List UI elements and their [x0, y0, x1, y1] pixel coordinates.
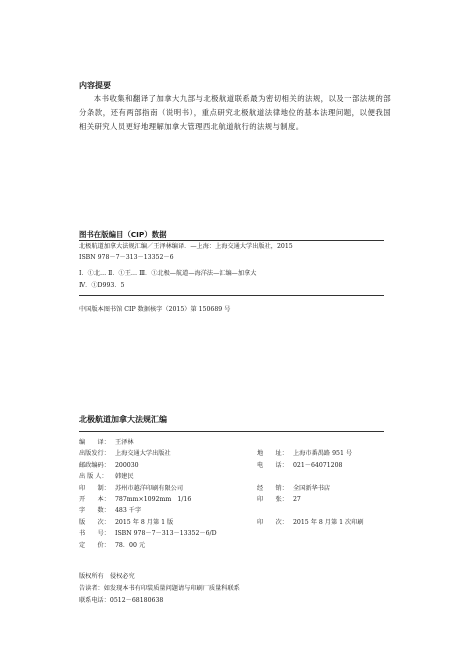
colophon-label: 印 次：: [257, 518, 288, 526]
colophon-row-right: [257, 485, 330, 493]
colophon-value: 787mm×1092mm 1/16: [115, 496, 192, 503]
colophon-label: 印 张：: [257, 496, 288, 503]
colophon-value: 上海交通大学出版社: [115, 450, 171, 458]
colophon-row-left: [79, 485, 183, 493]
colophon-row-right: [257, 519, 364, 527]
colophon-row-left: [79, 473, 134, 481]
colophon-row-left: [79, 519, 173, 527]
colophon-value: 上海市番禺路 951 号: [293, 450, 353, 458]
colophon-value: 200030: [115, 461, 139, 469]
colophon-label: 版 次：: [79, 518, 110, 526]
colophon-label: 电 话：: [257, 461, 288, 469]
cip-isbn: ISBN 978－7－313－13352－6: [79, 254, 174, 261]
colophon-value: 苏州市越洋印刷有限公司: [115, 484, 184, 492]
cip-rule-top: [79, 240, 384, 241]
colophon-label: 出版发行：: [79, 450, 110, 458]
colophon-row-right: [257, 496, 301, 504]
summary-heading: 内容提要: [79, 81, 111, 90]
colophon-label: 开 本：: [79, 496, 110, 503]
colophon-row-right: [257, 462, 343, 470]
book-title: 北极航道加拿大法规汇编: [79, 415, 167, 424]
colophon-row-left: [79, 542, 145, 550]
colophon-value: 78．00 元: [115, 541, 146, 549]
colophon-label: 书 号：: [79, 530, 110, 538]
cip-number: 中国版本图书馆 CIP 数据核字（2015）第 150689 号: [79, 306, 231, 313]
cip-heading: 图书在版编目（CIP）数据: [79, 230, 167, 239]
colophon-value: 全国新华书店: [293, 484, 331, 492]
colophon-label: 经 销：: [257, 484, 288, 492]
reader-notice: 告读者：如发现本书有印装质量问题请与印刷厂质量科联系: [79, 585, 240, 592]
cip-subjects: Ⅰ．①北… Ⅱ．①王… Ⅲ．①北极—航道—海洋法—汇编—加拿大: [79, 270, 257, 277]
colophon-value: 27: [293, 496, 301, 503]
colophon-value: 王泽林: [115, 439, 134, 446]
rights-statement: 版权所有 侵权必究: [79, 573, 135, 580]
colophon-value: 021－64071208: [293, 461, 343, 469]
colophon-label: 邮政编码：: [79, 461, 110, 469]
colophon-row-left: [79, 496, 191, 504]
colophon-value: 韩建民: [115, 473, 134, 481]
colophon-row-left: [79, 462, 139, 470]
colophon-label: 编 译：: [79, 439, 110, 446]
colophon-row-left: [79, 530, 217, 538]
colophon-value: 483 千字: [115, 507, 142, 515]
cip-rule-bottom: [79, 295, 384, 296]
colophon-label: 出 版 人：: [79, 473, 108, 481]
colophon-value: 2015 年 8 月第 1 版: [115, 518, 174, 526]
colophon-label: 地 址：: [257, 450, 288, 458]
colophon-label: 字 数：: [79, 507, 110, 515]
colophon-row-left: [79, 450, 171, 458]
colophon-label: 定 价：: [79, 541, 110, 549]
colophon-value: 2015 年 8 月第 1 次印刷: [293, 518, 364, 526]
colophon-label: 印 制：: [79, 484, 110, 492]
cip-bibliographic-line: 北极航道加拿大法规汇编／王泽林编译．—上海：上海交通大学出版社，2015: [79, 243, 293, 250]
title-rule: [79, 431, 384, 432]
colophon-value: ISBN 978－7－313－13352－6/D: [115, 530, 217, 538]
cip-classification: Ⅳ．①D993．5: [79, 282, 125, 289]
colophon-row-left: [79, 439, 134, 447]
colophon-row-left: [79, 507, 141, 515]
contact-phone: 联系电话：0512－68180638: [79, 597, 164, 604]
colophon-row-right: [257, 450, 352, 458]
summary-text: 本书收集和翻译了加拿大九部与北极航道联系最为密切相关的法规，以及一部法规的部分条款，还有两部指南（说明书），重点研究北极航道法律地位的基本法理问题，以便我国相关研究人员更好地理解加拿大管理西北航道航行的法规与制度。: [79, 94, 391, 131]
